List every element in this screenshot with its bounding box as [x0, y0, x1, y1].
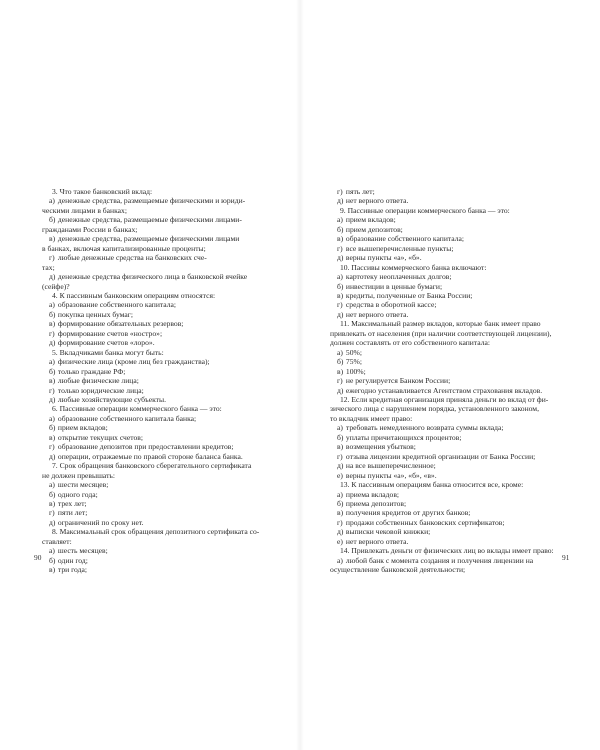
answer-option [42, 310, 276, 319]
option-text: формирование счетов «ностро»; [57, 328, 163, 338]
answer-option [42, 546, 276, 555]
answer-option [42, 556, 276, 565]
option-text: формирование счетов «лоро». [57, 338, 155, 348]
option-letter: г) [337, 187, 343, 196]
answer-option [330, 367, 564, 376]
question-text: 7. Срок обращения банковского сберегательного сертификата [52, 461, 252, 471]
option-text: денежные средства, размещаемые физическими лицами [57, 234, 240, 244]
answer-option [42, 508, 276, 517]
option-letter: б) [49, 309, 56, 319]
option-text: только юридические лица; [57, 385, 144, 395]
continuation-line: ставляет: [42, 536, 72, 546]
question-text: 8. Максимальный срок обращения депозитного сертификата со- [52, 527, 260, 537]
answer-option [330, 348, 564, 357]
answer-option [330, 518, 564, 527]
answer-option [330, 244, 564, 253]
answer-option [42, 338, 276, 347]
answer-option [330, 272, 564, 281]
option-letter: б) [49, 366, 56, 376]
option-letter: а) [337, 215, 343, 225]
option-text: приема депозитов; [345, 498, 407, 508]
option-letter: г) [337, 243, 343, 253]
option-text: образование собственного капитала; [345, 234, 465, 244]
option-letter: д) [49, 451, 56, 461]
continuation-line: гражданами России в банках; [42, 224, 138, 234]
option-letter: а) [337, 272, 343, 282]
option-letter: б) [337, 281, 344, 291]
option-letter: б) [337, 498, 344, 508]
question-text: 12. Если кредитная организация приняла деньги во вклад от фи- [340, 394, 549, 404]
option-letter: в) [337, 442, 344, 452]
answer-option [330, 386, 564, 395]
option-letter: д) [337, 527, 344, 537]
answer-option [42, 329, 276, 338]
answer-option [42, 452, 276, 461]
question-text: 6. Пассивные операции коммерческого банка — это: [52, 404, 222, 414]
answer-option [42, 196, 276, 205]
option-letter: г) [337, 517, 343, 527]
option-letter: д) [337, 253, 344, 263]
option-letter: г) [49, 253, 55, 263]
option-text: денежные средства, размещаемые физическими лицами- [57, 215, 242, 225]
option-text: открытие текущих счетов; [57, 432, 143, 442]
answer-option [42, 215, 276, 224]
answer-option [330, 556, 564, 565]
option-text: приема вкладов; [345, 489, 400, 499]
option-text: выписки чековой книжки; [345, 527, 431, 537]
option-text: физические лица (кроме лиц без гражданства); [57, 357, 210, 367]
question-text: 14. Привлекать деньги от физических лиц во вклады имеет право: [340, 546, 554, 556]
question-text: 13. К пассивным операциям банка относится все, кроме: [340, 480, 524, 490]
option-text: пяти лет; [57, 508, 88, 518]
option-letter: д) [49, 517, 56, 527]
option-text: кредиты, полученные от Банка России; [345, 290, 473, 300]
question-text: 11. Максимальный размер вкладов, которые банк имеет право [340, 319, 541, 329]
option-letter: а) [49, 196, 55, 206]
option-letter: а) [337, 423, 343, 433]
option-text: покупка ценных бумаг; [57, 309, 134, 319]
option-letter: б) [49, 423, 56, 433]
option-text: образование собственного капитала банка; [57, 413, 197, 423]
option-text: нет верного ответа. [345, 309, 409, 319]
option-letter: д) [337, 196, 344, 206]
option-text: 50%; [345, 347, 362, 357]
answer-option [330, 461, 564, 470]
answer-option [42, 442, 276, 451]
continuation-line: должен составлять от его собственного капитала: [330, 338, 490, 348]
option-letter: д) [49, 394, 56, 404]
option-letter: в) [49, 234, 56, 244]
answer-option [42, 518, 276, 527]
option-letter: а) [337, 347, 343, 357]
option-letter: б) [337, 432, 344, 442]
option-text: инвестиции в ценные бумаги; [345, 281, 443, 291]
answer-option [330, 196, 564, 205]
option-letter: а) [49, 357, 55, 367]
option-text: уплаты причитающихся процентов; [345, 432, 462, 442]
answer-option [42, 490, 276, 499]
option-text: верны пункты «а», «б», «в». [345, 470, 437, 480]
option-text: любой банк с момента создания и получения лицензии на [345, 555, 534, 565]
option-letter: б) [337, 224, 344, 234]
answer-option [42, 480, 276, 489]
option-text: 75%; [345, 357, 362, 367]
option-letter: д) [49, 338, 56, 348]
answer-option [42, 423, 276, 432]
option-text: нет верного ответа. [345, 196, 409, 206]
answer-option [330, 187, 564, 196]
answer-option [330, 376, 564, 385]
answer-option [42, 319, 276, 328]
option-text: только граждане РФ; [57, 366, 126, 376]
option-text: ежегодно устанавливается Агентством страхования вкладов. [345, 385, 543, 395]
option-text: нет верного ответа. [345, 536, 409, 546]
answer-option [330, 499, 564, 508]
option-letter: г) [337, 451, 343, 461]
option-text: 100%; [345, 366, 366, 376]
answer-option [330, 310, 564, 319]
continuation-line: ческими лицами в банках; [42, 205, 127, 215]
option-letter: г) [49, 385, 55, 395]
option-text: верны пункты «а», «б». [345, 253, 422, 263]
answer-option [42, 367, 276, 376]
continuation-line: то вкладчик имеет право: [330, 413, 413, 423]
question-text: 9. Пассивные операции коммерческого банка — это: [340, 205, 510, 215]
answer-option [330, 471, 564, 480]
answer-option [42, 395, 276, 404]
option-text: продажи собственных банковских сертификатов; [345, 517, 505, 527]
option-letter: д) [337, 385, 344, 395]
answer-option [330, 225, 564, 234]
option-text: образование депозитов при предоставлении кредитов; [57, 442, 234, 452]
answer-option [330, 537, 564, 546]
option-letter: д) [49, 272, 56, 282]
answer-option [330, 357, 564, 366]
option-letter: в) [337, 234, 344, 244]
option-text: три года; [57, 565, 87, 575]
option-letter: а) [49, 546, 55, 556]
answer-option [330, 300, 564, 309]
option-text: любые денежные средства на банковских сче- [57, 253, 207, 263]
book-gutter [296, 0, 304, 750]
option-letter: а) [337, 555, 343, 565]
answer-option [42, 300, 276, 309]
option-text: требовать немедленного возврата суммы вклада; [345, 423, 504, 433]
option-letter: в) [49, 565, 56, 575]
option-text: средства в оборотной кассе; [345, 300, 437, 310]
answer-option [42, 499, 276, 508]
option-letter: г) [337, 300, 343, 310]
answer-option [42, 357, 276, 366]
answer-option [42, 272, 276, 281]
option-letter: д) [337, 461, 344, 471]
continuation-line: зического лица с нарушением порядка, установленного законом, [330, 404, 539, 414]
option-text: возмещения убытков; [345, 442, 416, 452]
right-page-number: 91 [562, 553, 570, 562]
option-letter: б) [337, 357, 344, 367]
answer-option [330, 490, 564, 499]
answer-option [330, 527, 564, 536]
answer-option [42, 253, 276, 262]
option-text: любые физические лица; [57, 376, 139, 386]
question-text: 4. К пассивным банковским операциям относятся: [52, 290, 216, 300]
option-text: денежные средства, размещаемые физическими и юриди- [57, 196, 246, 206]
question-text: 10. Пассивы коммерческого банка включают: [340, 262, 487, 272]
option-letter: в) [337, 290, 344, 300]
option-text: ограничений по сроку нет. [57, 517, 144, 527]
answer-option [330, 234, 564, 243]
option-text: операции, отражаемые по правой стороне баланса банка. [57, 451, 243, 461]
option-letter: в) [49, 498, 56, 508]
option-letter: в) [49, 319, 56, 329]
option-letter: б) [49, 215, 56, 225]
question-text: 5. Вкладчиками банка могут быть: [52, 347, 164, 357]
option-text: формирование обязательных резервов; [57, 319, 184, 329]
option-letter: а) [49, 300, 55, 310]
option-letter: г) [49, 508, 55, 518]
option-text: денежные средства физического лица в банковской ячейке [57, 272, 248, 282]
option-letter: в) [49, 432, 56, 442]
option-letter: г) [337, 376, 343, 386]
option-letter: а) [49, 413, 55, 423]
option-letter: е) [337, 470, 343, 480]
answer-option [42, 234, 276, 243]
option-letter: в) [337, 508, 344, 518]
option-letter: в) [49, 376, 56, 386]
option-text: образование собственного капитала; [57, 300, 177, 310]
answer-option [330, 423, 564, 432]
answer-option [42, 386, 276, 395]
option-text: не регулируется Банком России; [345, 376, 451, 386]
answer-option [330, 452, 564, 461]
answer-option [42, 433, 276, 442]
left-page-number: 90 [34, 553, 42, 562]
option-text: картотеку неоплаченных долгов; [345, 272, 452, 282]
answer-option [330, 253, 564, 262]
continuation-line: не должен превышать: [42, 470, 115, 480]
option-text: любые хозяйствующие субъекты. [57, 394, 166, 404]
option-letter: е) [337, 536, 343, 546]
answer-option [330, 508, 564, 517]
continuation-line: осуществление банковской деятельности; [330, 565, 466, 575]
answer-option [330, 291, 564, 300]
answer-option [330, 215, 564, 224]
option-text: на все вышеперечисленное; [345, 461, 436, 471]
option-text: шесть месяцев; [57, 546, 108, 556]
option-letter: в) [337, 366, 344, 376]
continuation-line: привлекать от населения (при наличии соответствующей лицензии), [330, 328, 552, 338]
continuation-line: тах; [42, 262, 55, 272]
option-letter: д) [337, 309, 344, 319]
option-letter: б) [49, 489, 56, 499]
option-text: отзыва лицензии кредитной организации от Банка России; [345, 451, 536, 461]
option-text: одного года; [57, 489, 98, 499]
answer-option [42, 565, 276, 574]
continuation-line: в банках, включая капитализированные проценты; [42, 243, 206, 253]
option-text: получения кредитов от других банков; [345, 508, 471, 518]
option-text: прием депозитов; [345, 224, 403, 234]
answer-option [42, 414, 276, 423]
answer-option [330, 433, 564, 442]
option-text: шести месяцев; [57, 480, 109, 490]
option-letter: г) [49, 442, 55, 452]
option-text: пять лет; [345, 187, 375, 196]
option-letter: а) [49, 480, 55, 490]
left-page-text [42, 187, 276, 575]
question-text: 3. Что такое банковский вклад: [52, 187, 153, 196]
option-text: прием вкладов; [57, 423, 108, 433]
option-text: все вышеперечисленные пункты; [345, 243, 454, 253]
answer-option [330, 442, 564, 451]
answer-option [330, 282, 564, 291]
answer-option [42, 376, 276, 385]
option-letter: а) [337, 489, 343, 499]
option-text: трех лет; [57, 498, 87, 508]
option-letter: б) [49, 555, 56, 565]
continuation-line: (сейфе)? [42, 281, 70, 291]
right-page-text [330, 187, 564, 575]
option-letter: г) [49, 328, 55, 338]
option-text: один год; [57, 555, 88, 565]
option-text: прием вкладов; [345, 215, 396, 225]
